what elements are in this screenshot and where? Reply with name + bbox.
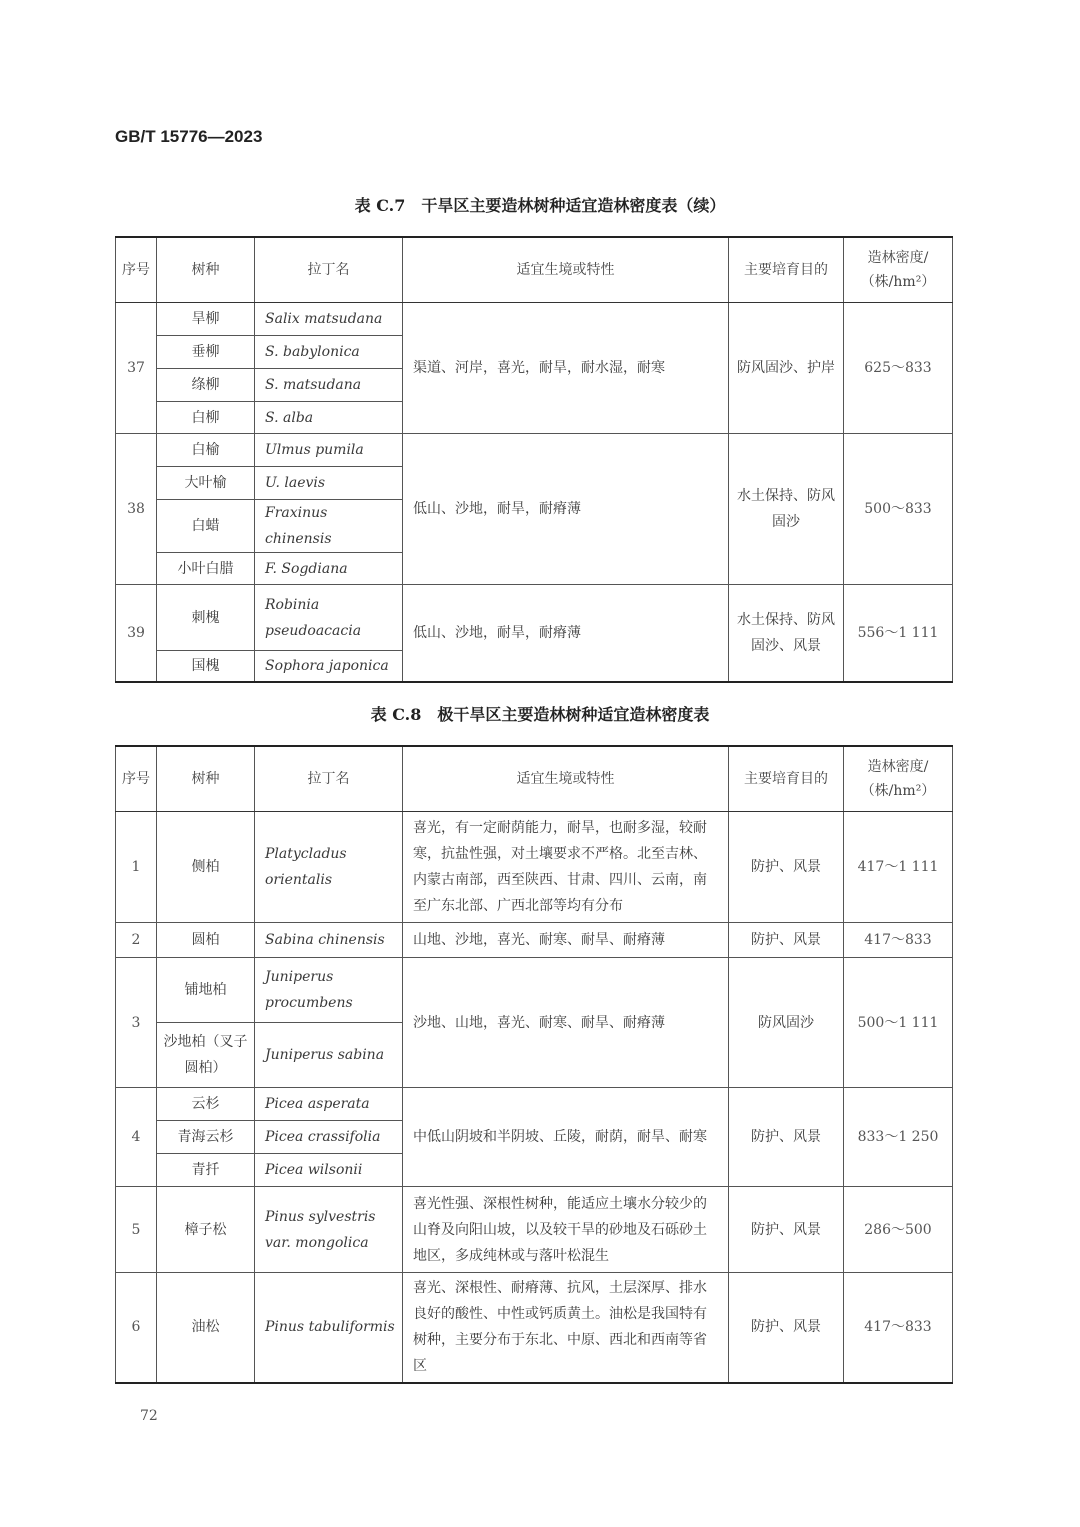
header-density: 造林密度/（株/hm²） (844, 746, 953, 812)
latin-name: Fraxinus chinensis (255, 500, 403, 553)
header-species: 树种 (157, 746, 255, 812)
row-number: 6 (116, 1273, 157, 1383)
table-c7 (115, 236, 953, 683)
species-name: 绦柳 (157, 369, 255, 402)
header-density: 造林密度/（株/hm²） (844, 237, 953, 303)
species-name: 青海云杉 (157, 1121, 255, 1154)
species-name: 白蜡 (157, 500, 255, 553)
species-name: 侧柏 (157, 812, 255, 923)
species-name: 旱柳 (157, 303, 255, 336)
latin-name: Platycladus orientalis (255, 812, 403, 923)
density-cell: 417～1 111 (844, 812, 953, 923)
species-name: 樟子松 (157, 1187, 255, 1273)
header-species: 树种 (157, 237, 255, 303)
species-name: 小叶白腊 (157, 553, 255, 585)
habitat-cell: 喜光，有一定耐荫能力，耐旱，也耐多湿，较耐寒，抗盐性强，对土壤要求不严格。北至吉林、内蒙古南部，西至陕西、甘肃、四川、云南，南至广东北部、广西北部等均有分布 (403, 812, 729, 923)
purpose-cell: 防护、风景 (729, 1088, 844, 1187)
purpose-cell: 防护、风景 (729, 923, 844, 958)
purpose-cell: 水土保持、防风固沙、风景 (729, 585, 844, 682)
header-purpose: 主要培育目的 (729, 746, 844, 812)
row-number: 4 (116, 1088, 157, 1187)
latin-name: S. matsudana (255, 369, 403, 402)
latin-name: F. Sogdiana (255, 553, 403, 585)
species-name: 白柳 (157, 402, 255, 434)
latin-name: Salix matsudana (255, 303, 403, 336)
purpose-cell: 防护、风景 (729, 1187, 844, 1273)
latin-name: Sabina chinensis (255, 923, 403, 958)
density-cell: 625～833 (844, 303, 953, 434)
latin-name: Robinia pseudoacacia (255, 585, 403, 651)
latin-name: Sophora japonica (255, 651, 403, 682)
density-cell: 833～1 250 (844, 1088, 953, 1187)
table-row (116, 1187, 953, 1273)
header-latin: 拉丁名 (255, 746, 403, 812)
species-name: 大叶榆 (157, 467, 255, 500)
table-row (116, 958, 953, 1023)
latin-name: Ulmus pumila (255, 434, 403, 467)
species-name: 白榆 (157, 434, 255, 467)
table-row (116, 434, 953, 467)
density-cell: 500～1 111 (844, 958, 953, 1088)
table-row (116, 812, 953, 923)
table-row (116, 1273, 953, 1383)
density-cell: 556～1 111 (844, 585, 953, 682)
purpose-cell: 防风固沙 (729, 958, 844, 1088)
table-row (116, 303, 953, 336)
row-number: 3 (116, 958, 157, 1088)
habitat-cell: 喜光性强、深根性树种，能适应土壤水分较少的山脊及向阳山坡，以及较干旱的砂地及石砾砂土地区，多成纯林或与落叶松混生 (403, 1187, 729, 1273)
species-name: 云杉 (157, 1088, 255, 1121)
document-id: GB/T 15776—2023 (115, 127, 263, 146)
row-number: 1 (116, 812, 157, 923)
density-cell: 417～833 (844, 1273, 953, 1383)
purpose-cell: 水土保持、防风固沙 (729, 434, 844, 585)
latin-name: S. alba (255, 402, 403, 434)
purpose-cell: 防护、风景 (729, 1273, 844, 1383)
species-name: 铺地柏 (157, 958, 255, 1023)
species-name: 刺槐 (157, 585, 255, 651)
habitat-cell: 喜光、深根性、耐瘠薄、抗风，土层深厚、排水良好的酸性、中性或钙质黄土。油松是我国特有树种，主要分布于东北、中原、西北和西南等省区 (403, 1273, 729, 1383)
header-no: 序号 (116, 746, 157, 812)
row-number: 37 (116, 303, 157, 434)
row-number: 38 (116, 434, 157, 585)
habitat-cell: 中低山阴坡和半阴坡、丘陵，耐荫，耐旱、耐寒 (403, 1088, 729, 1187)
latin-name: Picea crassifolia (255, 1121, 403, 1154)
table-header-row (116, 746, 953, 812)
header-latin: 拉丁名 (255, 237, 403, 303)
habitat-cell: 山地、沙地，喜光、耐寒、耐旱、耐瘠薄 (403, 923, 729, 958)
habitat-cell: 渠道、河岸，喜光，耐旱，耐水湿，耐寒 (403, 303, 729, 434)
table-row (116, 585, 953, 651)
density-cell: 417～833 (844, 923, 953, 958)
species-name: 沙地柏（叉子圆柏） (157, 1023, 255, 1088)
row-number: 5 (116, 1187, 157, 1273)
latin-name: Juniperus procumbens (255, 958, 403, 1023)
table-header-row (116, 237, 953, 303)
page-number: 72 (140, 1408, 158, 1424)
latin-name: Juniperus sabina (255, 1023, 403, 1088)
habitat-cell: 沙地、山地，喜光、耐寒、耐旱、耐瘠薄 (403, 958, 729, 1088)
species-name: 油松 (157, 1273, 255, 1383)
species-name: 圆柏 (157, 923, 255, 958)
latin-name: Picea asperata (255, 1088, 403, 1121)
row-number: 2 (116, 923, 157, 958)
table-row (116, 923, 953, 958)
latin-name: Picea wilsonii (255, 1154, 403, 1187)
habitat-cell: 低山、沙地，耐旱，耐瘠薄 (403, 434, 729, 585)
habitat-cell: 低山、沙地，耐旱，耐瘠薄 (403, 585, 729, 682)
purpose-cell: 防风固沙、护岸 (729, 303, 844, 434)
header-purpose: 主要培育目的 (729, 237, 844, 303)
header-no: 序号 (116, 237, 157, 303)
density-cell: 500～833 (844, 434, 953, 585)
table-c8 (115, 745, 953, 1384)
table-row (116, 1088, 953, 1121)
latin-name: Pinus sylvestris var. mongolica (255, 1187, 403, 1273)
purpose-cell: 防护、风景 (729, 812, 844, 923)
table-c8-caption: 表 C.8 极干旱区主要造林树种适宜造林密度表 (370, 705, 710, 724)
species-name: 国槐 (157, 651, 255, 682)
row-number: 39 (116, 585, 157, 682)
header-habitat: 适宜生境或特性 (403, 237, 729, 303)
header-habitat: 适宜生境或特性 (403, 746, 729, 812)
density-cell: 286～500 (844, 1187, 953, 1273)
table-c7-caption: 表 C.7 干旱区主要造林树种适宜造林密度表（续） (354, 196, 726, 215)
latin-name: S. babylonica (255, 336, 403, 369)
species-name: 青扦 (157, 1154, 255, 1187)
species-name: 垂柳 (157, 336, 255, 369)
latin-name: U. laevis (255, 467, 403, 500)
latin-name: Pinus tabuliformis (255, 1273, 403, 1383)
